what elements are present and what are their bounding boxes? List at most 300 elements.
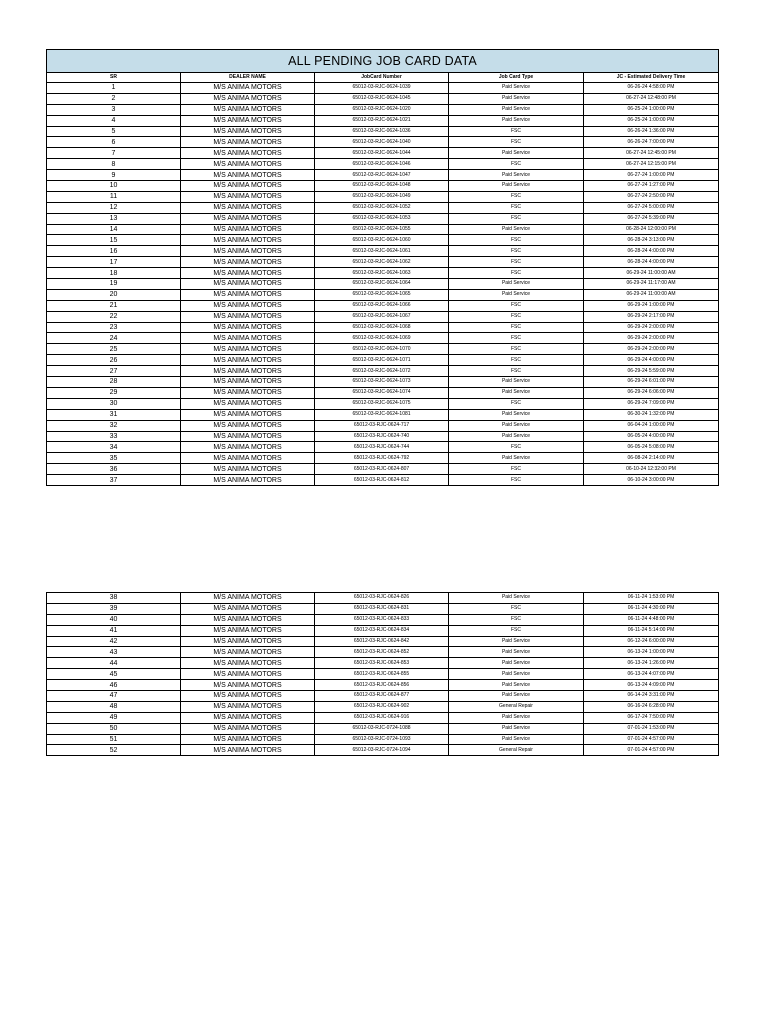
cell-job-card-type: FSC [449,268,584,279]
cell-job-card-type: FSC [449,344,584,355]
table-row [47,377,719,388]
cell-jobcard-number: 65012-03-RJC-0624-1071 [315,355,449,366]
cell-jobcard-number: 65012-03-RJC-0624-916 [315,712,449,723]
cell-delivery-time: 06-13-24 1:00:00 PM [584,647,719,658]
cell-dealer-name: M/S ANIMA MOTORS [181,300,315,311]
col-header-sr: SR [47,73,181,83]
cell-delivery-time: 07-01-24 1:53:00 PM [584,723,719,734]
cell-sr: 27 [47,366,181,377]
cell-dealer-name: M/S ANIMA MOTORS [181,191,315,202]
cell-delivery-time: 06-28-24 4:00:00 PM [584,246,719,257]
cell-sr: 33 [47,431,181,442]
cell-job-card-type: FSC [449,300,584,311]
cell-sr: 44 [47,658,181,669]
table-row [47,322,719,333]
cell-job-card-type: Paid Service [449,279,584,290]
table-row [47,366,719,377]
table-row [47,126,719,137]
cell-jobcard-number: 65012-03-RJC-0724-1088 [315,723,449,734]
table-row [47,115,719,126]
cell-delivery-time: 06-27-24 5:00:00 PM [584,202,719,213]
cell-job-card-type: FSC [449,366,584,377]
cell-delivery-time: 06-11-24 1:53:00 PM [584,593,719,604]
cell-dealer-name: M/S ANIMA MOTORS [181,442,315,453]
cell-job-card-type: FSC [449,191,584,202]
cell-delivery-time: 06-26-24 1:36:00 PM [584,126,719,137]
cell-delivery-time: 06-11-24 4:30:00 PM [584,603,719,614]
cell-sr: 1 [47,83,181,94]
cell-job-card-type: FSC [449,257,584,268]
cell-dealer-name: M/S ANIMA MOTORS [181,83,315,94]
cell-dealer-name: M/S ANIMA MOTORS [181,246,315,257]
cell-dealer-name: M/S ANIMA MOTORS [181,691,315,702]
cell-job-card-type: Paid Service [449,93,584,104]
table-row [47,300,719,311]
col-header-jobcard-number: JobCard Number [315,73,449,83]
cell-dealer-name: M/S ANIMA MOTORS [181,322,315,333]
cell-jobcard-number: 65012-03-RJC-0624-852 [315,647,449,658]
cell-sr: 5 [47,126,181,137]
cell-dealer-name: M/S ANIMA MOTORS [181,464,315,475]
cell-delivery-time: 06-13-24 4:09:00 PM [584,680,719,691]
cell-delivery-time: 06-10-24 3:00:00 PM [584,475,719,486]
cell-jobcard-number: 65012-03-RJC-0624-1061 [315,246,449,257]
cell-dealer-name: M/S ANIMA MOTORS [181,202,315,213]
cell-dealer-name: M/S ANIMA MOTORS [181,431,315,442]
cell-jobcard-number: 65012-03-RJC-0624-1069 [315,333,449,344]
cell-jobcard-number: 65012-03-RJC-0624-1049 [315,191,449,202]
cell-dealer-name: M/S ANIMA MOTORS [181,289,315,300]
cell-jobcard-number: 65012-03-RJC-0624-826 [315,593,449,604]
cell-delivery-time: 06-29-24 2:00:00 PM [584,333,719,344]
cell-job-card-type: Paid Service [449,409,584,420]
cell-job-card-type: FSC [449,311,584,322]
cell-delivery-time: 07-01-24 4:57:00 PM [584,734,719,745]
cell-job-card-type: Paid Service [449,148,584,159]
cell-jobcard-number: 65012-03-RJC-0624-1053 [315,213,449,224]
cell-jobcard-number: 65012-03-RJC-0624-1075 [315,398,449,409]
table-row [47,464,719,475]
cell-delivery-time: 06-04-24 1:00:00 PM [584,420,719,431]
cell-sr: 8 [47,159,181,170]
cell-job-card-type: General Repair [449,701,584,712]
table-row [47,603,719,614]
cell-job-card-type: FSC [449,625,584,636]
cell-jobcard-number: 65012-03-RJC-0624-1065 [315,289,449,300]
cell-dealer-name: M/S ANIMA MOTORS [181,453,315,464]
cell-dealer-name: M/S ANIMA MOTORS [181,658,315,669]
cell-delivery-time: 06-13-24 4:07:00 PM [584,669,719,680]
cell-job-card-type: FSC [449,322,584,333]
cell-delivery-time: 06-29-24 2:17:00 PM [584,311,719,322]
cell-delivery-time: 06-27-24 1:00:00 PM [584,170,719,181]
cell-sr: 7 [47,148,181,159]
table-row [47,333,719,344]
table-row [47,191,719,202]
cell-sr: 50 [47,723,181,734]
table-row [47,355,719,366]
cell-jobcard-number: 65012-03-RJC-0624-1064 [315,279,449,290]
table-row [47,691,719,702]
cell-delivery-time: 06-11-24 5:14:00 PM [584,625,719,636]
cell-sr: 52 [47,745,181,756]
cell-dealer-name: M/S ANIMA MOTORS [181,625,315,636]
cell-dealer-name: M/S ANIMA MOTORS [181,387,315,398]
table-row [47,701,719,712]
cell-sr: 24 [47,333,181,344]
cell-dealer-name: M/S ANIMA MOTORS [181,475,315,486]
cell-jobcard-number: 65012-03-RJC-0624-812 [315,475,449,486]
cell-jobcard-number: 65012-03-RJC-0624-1045 [315,93,449,104]
cell-dealer-name: M/S ANIMA MOTORS [181,593,315,604]
cell-job-card-type: Paid Service [449,289,584,300]
cell-delivery-time: 06-05-24 5:08:00 PM [584,442,719,453]
cell-job-card-type: Paid Service [449,387,584,398]
cell-delivery-time: 06-27-24 12:48:00 PM [584,93,719,104]
table-row [47,148,719,159]
cell-jobcard-number: 65012-03-RJC-0624-1067 [315,311,449,322]
cell-sr: 22 [47,311,181,322]
cell-sr: 3 [47,104,181,115]
cell-delivery-time: 06-28-24 3:13:00 PM [584,235,719,246]
cell-sr: 9 [47,170,181,181]
cell-job-card-type: FSC [449,475,584,486]
cell-delivery-time: 06-27-24 12:45:00 PM [584,148,719,159]
cell-job-card-type: Paid Service [449,723,584,734]
table-row [47,224,719,235]
cell-dealer-name: M/S ANIMA MOTORS [181,181,315,192]
cell-sr: 37 [47,475,181,486]
cell-delivery-time: 07-01-24 4:57:00 PM [584,745,719,756]
table-row [47,647,719,658]
cell-job-card-type: FSC [449,137,584,148]
cell-delivery-time: 06-27-24 2:50:00 PM [584,191,719,202]
cell-jobcard-number: 65012-03-RJC-0624-792 [315,453,449,464]
cell-sr: 16 [47,246,181,257]
cell-job-card-type: Paid Service [449,170,584,181]
cell-delivery-time: 06-16-24 6:28:00 PM [584,701,719,712]
table-row [47,669,719,680]
col-header-delivery-time: JC - Estimated Delivery Time [584,73,719,83]
cell-jobcard-number: 65012-03-RJC-0624-1081 [315,409,449,420]
cell-delivery-time: 06-29-24 1:00:00 PM [584,300,719,311]
cell-sr: 41 [47,625,181,636]
cell-dealer-name: M/S ANIMA MOTORS [181,355,315,366]
cell-jobcard-number: 65012-03-RJC-0624-1021 [315,115,449,126]
cell-sr: 45 [47,669,181,680]
table-row [47,83,719,94]
cell-dealer-name: M/S ANIMA MOTORS [181,614,315,625]
cell-sr: 31 [47,409,181,420]
cell-sr: 18 [47,268,181,279]
table-row [47,137,719,148]
cell-delivery-time: 06-13-24 1:26:00 PM [584,658,719,669]
cell-delivery-time: 06-27-24 1:27:00 PM [584,181,719,192]
cell-delivery-time: 06-10-24 12:32:00 PM [584,464,719,475]
report-title: ALL PENDING JOB CARD DATA [47,50,719,73]
cell-sr: 11 [47,191,181,202]
cell-delivery-time: 06-11-24 4:48:00 PM [584,614,719,625]
cell-jobcard-number: 65012-03-RJC-0624-902 [315,701,449,712]
cell-jobcard-number: 65012-03-RJC-0624-1063 [315,268,449,279]
cell-job-card-type: FSC [449,213,584,224]
cell-jobcard-number: 65012-03-RJC-0624-1044 [315,148,449,159]
cell-dealer-name: M/S ANIMA MOTORS [181,115,315,126]
cell-job-card-type: FSC [449,126,584,137]
cell-delivery-time: 06-28-24 4:00:00 PM [584,257,719,268]
cell-sr: 6 [47,137,181,148]
cell-delivery-time: 06-27-24 12:15:00 PM [584,159,719,170]
cell-jobcard-number: 65012-03-RJC-0624-1060 [315,235,449,246]
cell-sr: 19 [47,279,181,290]
table-row [47,93,719,104]
cell-dealer-name: M/S ANIMA MOTORS [181,93,315,104]
cell-job-card-type: FSC [449,355,584,366]
table-row [47,420,719,431]
cell-job-card-type: Paid Service [449,669,584,680]
cell-sr: 43 [47,647,181,658]
cell-sr: 49 [47,712,181,723]
cell-jobcard-number: 65012-03-RJC-0624-1040 [315,137,449,148]
cell-job-card-type: Paid Service [449,691,584,702]
cell-job-card-type: Paid Service [449,453,584,464]
cell-dealer-name: M/S ANIMA MOTORS [181,148,315,159]
cell-jobcard-number: 65012-03-RJC-0624-1074 [315,387,449,398]
cell-delivery-time: 06-26-24 7:00:00 PM [584,137,719,148]
cell-jobcard-number: 65012-03-RJC-0624-1047 [315,170,449,181]
cell-dealer-name: M/S ANIMA MOTORS [181,647,315,658]
cell-jobcard-number: 65012-03-RJC-0624-1062 [315,257,449,268]
table-row [47,723,719,734]
col-header-job-card-type: Job Card Type [449,73,584,83]
cell-dealer-name: M/S ANIMA MOTORS [181,745,315,756]
cell-dealer-name: M/S ANIMA MOTORS [181,398,315,409]
cell-job-card-type: FSC [449,235,584,246]
cell-job-card-type: FSC [449,464,584,475]
cell-delivery-time: 06-25-24 1:00:00 PM [584,104,719,115]
table-row [47,279,719,290]
cell-dealer-name: M/S ANIMA MOTORS [181,603,315,614]
table-row [47,289,719,300]
cell-dealer-name: M/S ANIMA MOTORS [181,104,315,115]
table-row [47,593,719,604]
cell-jobcard-number: 65012-03-RJC-0624-744 [315,442,449,453]
job-card-table-page-1 [46,49,719,486]
table-row [47,202,719,213]
table-row [47,235,719,246]
table-row [47,453,719,464]
cell-dealer-name: M/S ANIMA MOTORS [181,126,315,137]
cell-sr: 40 [47,614,181,625]
cell-delivery-time: 06-26-24 4:58:00 PM [584,83,719,94]
cell-delivery-time: 06-29-24 11:00:00 AM [584,268,719,279]
cell-delivery-time: 06-29-24 2:00:00 PM [584,344,719,355]
cell-job-card-type: Paid Service [449,115,584,126]
cell-job-card-type: Paid Service [449,647,584,658]
job-card-table-page-2 [46,592,719,756]
cell-jobcard-number: 65012-03-RJC-0624-853 [315,658,449,669]
cell-sr: 39 [47,603,181,614]
table-row [47,614,719,625]
cell-jobcard-number: 65012-03-RJC-0624-877 [315,691,449,702]
cell-jobcard-number: 65012-03-RJC-0624-1052 [315,202,449,213]
cell-sr: 38 [47,593,181,604]
cell-jobcard-number: 65012-03-RJC-0624-842 [315,636,449,647]
cell-dealer-name: M/S ANIMA MOTORS [181,235,315,246]
table-row [47,104,719,115]
cell-dealer-name: M/S ANIMA MOTORS [181,636,315,647]
cell-dealer-name: M/S ANIMA MOTORS [181,409,315,420]
cell-job-card-type: FSC [449,614,584,625]
cell-jobcard-number: 65012-03-RJC-0624-1055 [315,224,449,235]
cell-delivery-time: 06-25-24 1:00:00 PM [584,115,719,126]
cell-jobcard-number: 65012-03-RJC-0624-1070 [315,344,449,355]
cell-job-card-type: Paid Service [449,636,584,647]
table-row [47,311,719,322]
cell-job-card-type: Paid Service [449,593,584,604]
cell-job-card-type: FSC [449,603,584,614]
cell-job-card-type: FSC [449,333,584,344]
cell-jobcard-number: 65012-03-RJC-0624-1039 [315,83,449,94]
cell-delivery-time: 06-05-24 4:00:00 PM [584,431,719,442]
table-row [47,442,719,453]
cell-jobcard-number: 65012-03-RJC-0624-856 [315,680,449,691]
cell-jobcard-number: 65012-03-RJC-0624-740 [315,431,449,442]
cell-delivery-time: 06-28-24 12:00:00 PM [584,224,719,235]
cell-dealer-name: M/S ANIMA MOTORS [181,311,315,322]
cell-delivery-time: 06-12-24 6:00:00 PM [584,636,719,647]
table-row [47,213,719,224]
cell-job-card-type: FSC [449,202,584,213]
table-row [47,475,719,486]
cell-jobcard-number: 65012-03-RJC-0624-717 [315,420,449,431]
cell-delivery-time: 06-29-24 7:09:00 PM [584,398,719,409]
cell-delivery-time: 06-29-24 2:00:00 PM [584,322,719,333]
table-row [47,398,719,409]
table-row [47,431,719,442]
cell-delivery-time: 06-14-24 3:31:00 PM [584,691,719,702]
cell-job-card-type: General Repair [449,745,584,756]
cell-sr: 30 [47,398,181,409]
table-row [47,170,719,181]
cell-dealer-name: M/S ANIMA MOTORS [181,170,315,181]
cell-dealer-name: M/S ANIMA MOTORS [181,680,315,691]
cell-jobcard-number: 65012-03-RJC-0624-1072 [315,366,449,377]
cell-sr: 23 [47,322,181,333]
cell-job-card-type: Paid Service [449,224,584,235]
cell-sr: 47 [47,691,181,702]
table-row [47,680,719,691]
cell-jobcard-number: 65012-03-RJC-0724-1093 [315,734,449,745]
col-header-dealer-name: DEALER NAME [181,73,315,83]
table-body-page-2 [47,593,719,756]
cell-delivery-time: 06-29-24 6:01:00 PM [584,377,719,388]
header-row [47,73,719,83]
table-row [47,625,719,636]
cell-dealer-name: M/S ANIMA MOTORS [181,224,315,235]
cell-sr: 14 [47,224,181,235]
cell-dealer-name: M/S ANIMA MOTORS [181,377,315,388]
cell-jobcard-number: 65012-03-RJC-0624-831 [315,603,449,614]
cell-sr: 28 [47,377,181,388]
cell-jobcard-number: 65012-03-RJC-0624-833 [315,614,449,625]
cell-delivery-time: 06-30-24 1:32:00 PM [584,409,719,420]
table-row [47,257,719,268]
cell-dealer-name: M/S ANIMA MOTORS [181,159,315,170]
cell-jobcard-number: 65012-03-RJC-0624-1068 [315,322,449,333]
cell-sr: 12 [47,202,181,213]
cell-delivery-time: 06-29-24 11:17:00 AM [584,279,719,290]
cell-sr: 21 [47,300,181,311]
cell-sr: 36 [47,464,181,475]
table-body-page-1 [47,83,719,486]
cell-sr: 26 [47,355,181,366]
cell-job-card-type: FSC [449,246,584,257]
table-row [47,636,719,647]
cell-sr: 10 [47,181,181,192]
cell-dealer-name: M/S ANIMA MOTORS [181,137,315,148]
cell-job-card-type: Paid Service [449,431,584,442]
cell-jobcard-number: 65012-03-RJC-0624-1048 [315,181,449,192]
cell-dealer-name: M/S ANIMA MOTORS [181,268,315,279]
cell-dealer-name: M/S ANIMA MOTORS [181,701,315,712]
cell-dealer-name: M/S ANIMA MOTORS [181,279,315,290]
cell-job-card-type: Paid Service [449,658,584,669]
cell-jobcard-number: 65012-03-RJC-0624-1036 [315,126,449,137]
cell-sr: 46 [47,680,181,691]
cell-job-card-type: Paid Service [449,104,584,115]
cell-delivery-time: 06-29-24 5:59:00 PM [584,366,719,377]
cell-dealer-name: M/S ANIMA MOTORS [181,420,315,431]
cell-jobcard-number: 65012-03-RJC-0624-1066 [315,300,449,311]
cell-dealer-name: M/S ANIMA MOTORS [181,712,315,723]
cell-dealer-name: M/S ANIMA MOTORS [181,669,315,680]
cell-dealer-name: M/S ANIMA MOTORS [181,723,315,734]
cell-delivery-time: 06-29-24 4:00:00 PM [584,355,719,366]
cell-delivery-time: 06-17-24 7:50:00 PM [584,712,719,723]
cell-jobcard-number: 65012-03-RJC-0624-855 [315,669,449,680]
cell-sr: 17 [47,257,181,268]
cell-job-card-type: Paid Service [449,181,584,192]
cell-dealer-name: M/S ANIMA MOTORS [181,333,315,344]
cell-sr: 34 [47,442,181,453]
table-row [47,159,719,170]
cell-delivery-time: 06-08-24 2:14:00 PM [584,453,719,464]
cell-sr: 29 [47,387,181,398]
cell-delivery-time: 06-29-24 6:06:00 PM [584,387,719,398]
cell-dealer-name: M/S ANIMA MOTORS [181,344,315,355]
table-row [47,246,719,257]
cell-job-card-type: Paid Service [449,680,584,691]
cell-jobcard-number: 65012-03-RJC-0724-1094 [315,745,449,756]
cell-sr: 4 [47,115,181,126]
table-row [47,712,719,723]
table-row [47,409,719,420]
cell-dealer-name: M/S ANIMA MOTORS [181,734,315,745]
table-row [47,658,719,669]
table-row [47,734,719,745]
cell-sr: 13 [47,213,181,224]
cell-dealer-name: M/S ANIMA MOTORS [181,257,315,268]
cell-job-card-type: FSC [449,442,584,453]
cell-sr: 2 [47,93,181,104]
cell-job-card-type: Paid Service [449,712,584,723]
cell-delivery-time: 06-27-24 5:39:00 PM [584,213,719,224]
cell-sr: 20 [47,289,181,300]
cell-jobcard-number: 65012-03-RJC-0624-1073 [315,377,449,388]
cell-job-card-type: FSC [449,398,584,409]
table-row [47,344,719,355]
